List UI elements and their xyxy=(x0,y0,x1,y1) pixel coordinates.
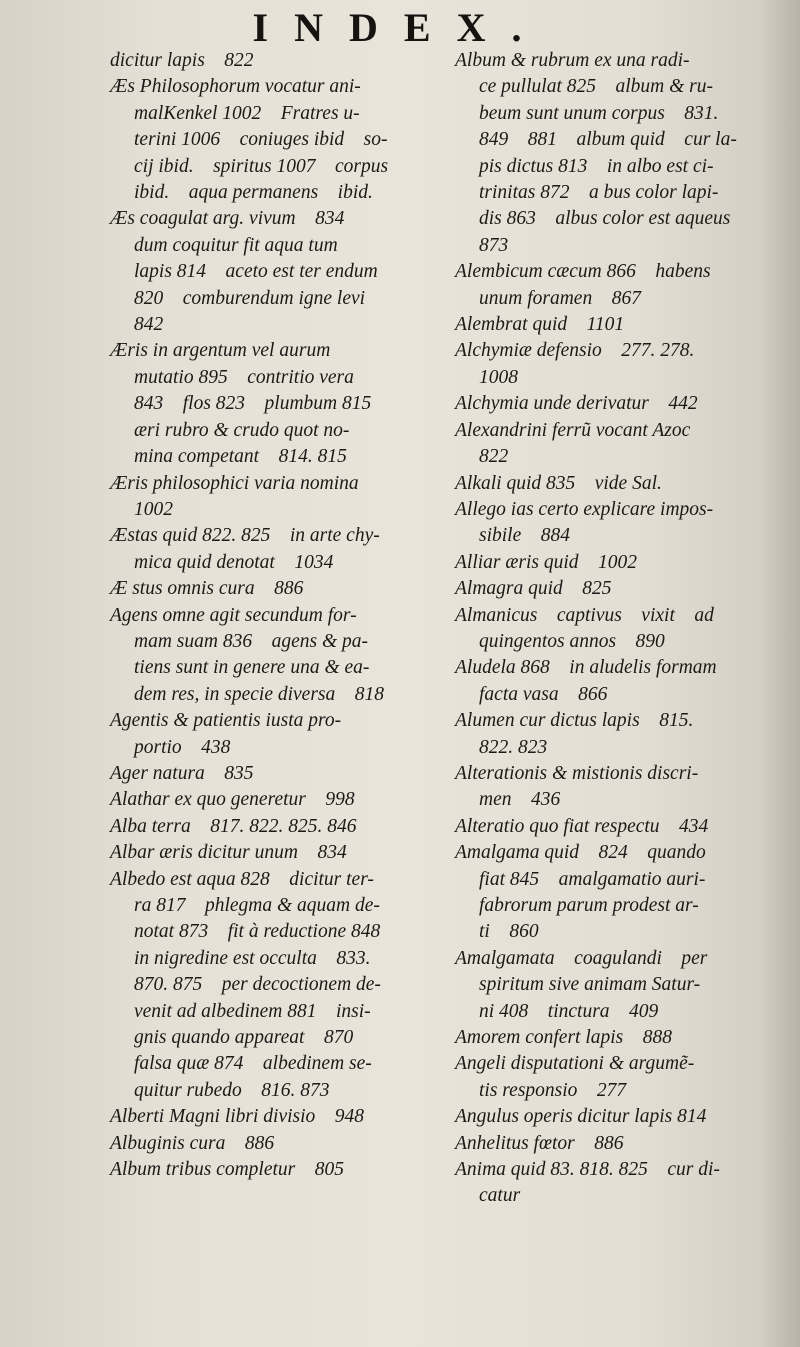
index-entry xyxy=(455,1025,790,1051)
index-entry xyxy=(455,946,790,1025)
index-entry xyxy=(110,708,430,761)
index-entry xyxy=(110,603,430,709)
index-column-right xyxy=(455,48,790,1210)
index-entry-line: Æris in argentum vel aurum xyxy=(110,340,331,362)
index-entry xyxy=(455,761,790,814)
index-entry xyxy=(455,497,790,550)
index-entry-line: quingentos annos 890 xyxy=(479,630,665,652)
index-entry-line: Aludela 868 in aludelis formam xyxy=(455,657,717,679)
index-entry-line: Æs Philosophorum vocatur ani- xyxy=(110,76,361,98)
index-entry-line: Agens omne agit secundum for- xyxy=(110,604,357,626)
index-entry xyxy=(110,471,430,524)
index-entry-line: dis 863 albus color est aqueus xyxy=(479,208,731,230)
index-entry xyxy=(455,840,790,946)
index-entry-line: tiens sunt in genere una & ea- xyxy=(134,657,370,679)
index-entry-line: 1008 xyxy=(479,366,518,388)
index-entry xyxy=(455,338,790,391)
index-entry-line: Alchymiæ defensio 277. 278. xyxy=(455,340,695,362)
index-entry-line: terini 1006 coniuges ibid so- xyxy=(134,129,388,151)
index-entry-line: 870. 875 per decoctionem de- xyxy=(134,974,381,996)
index-entry-line: Ager natura 835 xyxy=(110,762,254,784)
index-entry xyxy=(110,576,430,602)
index-column-left xyxy=(110,48,430,1183)
index-entry-line: Almanicus captivus vixit ad xyxy=(455,604,714,626)
index-entry xyxy=(455,259,790,312)
index-entry xyxy=(455,814,790,840)
index-entry xyxy=(455,1104,790,1130)
index-entry-line: Agentis & patientis iusta pro- xyxy=(110,710,342,732)
index-entry-line: Anhelitus fœtor 886 xyxy=(455,1132,624,1154)
index-entry-line: 873 xyxy=(479,234,509,256)
index-entry xyxy=(455,418,790,471)
index-entry-line: Alchymia unde derivatur 442 xyxy=(455,393,698,415)
index-entry-line: Almagra quid 825 xyxy=(455,578,612,600)
index-entry-line: Amorem confert lapis 888 xyxy=(455,1027,673,1049)
index-entry xyxy=(455,312,790,338)
index-entry-line: Alembrat quid 1101 xyxy=(455,314,625,336)
index-entry-line: Æstas quid 822. 825 in arte chy- xyxy=(110,525,380,547)
index-entry-line: fabrorum parum prodest ar- xyxy=(479,895,699,916)
index-entry-line: Alliar æris quid 1002 xyxy=(455,551,638,573)
index-entry-line: æri rubro & crudo quot no- xyxy=(134,419,350,441)
index-entry-line: mica quid denotat 1034 xyxy=(134,551,334,573)
index-entry xyxy=(110,840,430,866)
index-entry xyxy=(455,603,790,656)
index-entry-line: notat 873 fit à reductione 848 xyxy=(134,921,381,943)
index-entry-line: mam suam 836 agens & pa- xyxy=(134,630,368,652)
index-entry-line: spiritum sive animam Satur- xyxy=(479,974,701,996)
index-entry-line: in nigredine est occulta 833. xyxy=(134,947,371,969)
index-entry-line: dicitur lapis 822 xyxy=(110,50,254,71)
index-entry-line: 822. 823 xyxy=(479,736,548,758)
index-entry-line: unum foramen 867 xyxy=(479,287,641,309)
index-entry-line: sibile 884 xyxy=(479,525,570,547)
index-entry xyxy=(455,550,790,576)
index-entry-line: ibid. aqua permanens ibid. xyxy=(134,182,373,204)
index-entry-line: ti 860 xyxy=(479,921,539,943)
index-entry-line: ni 408 tinctura 409 xyxy=(479,1000,659,1022)
index-entry-line: Angulus operis dicitur lapis 814 xyxy=(455,1106,707,1128)
index-entry-line: 842 xyxy=(134,314,164,336)
index-entry xyxy=(110,1104,430,1130)
index-entry xyxy=(455,655,790,708)
index-entry xyxy=(455,1157,790,1210)
index-entry-line: lapis 814 aceto est ter endum xyxy=(134,261,378,283)
index-entry-line: tis responsio 277 xyxy=(479,1079,627,1101)
index-entry-line: Album & rubrum ex una radi- xyxy=(455,50,690,71)
index-entry-line: Æ stus omnis cura 886 xyxy=(110,578,304,600)
index-entry-line: men 436 xyxy=(479,789,561,811)
index-entry-line: Alkali quid 835 vide Sal. xyxy=(455,472,662,494)
index-entry-line: portio 438 xyxy=(134,736,231,758)
index-entry-line: 849 881 album quid cur la- xyxy=(479,129,737,151)
index-entry-line: Album tribus completur 805 xyxy=(110,1159,344,1181)
index-entry-line: ce pullulat 825 album & ru- xyxy=(479,76,713,98)
index-entry-line: fiat 845 amalgamatio auri- xyxy=(479,868,706,890)
index-entry-line: mutatio 895 contritio vera xyxy=(134,366,354,388)
index-entry-line: facta vasa 866 xyxy=(479,683,608,705)
index-entry-line: pis dictus 813 in albo est ci- xyxy=(479,155,714,177)
index-entry-line: Alathar ex quo generetur 998 xyxy=(110,789,355,811)
index-entry xyxy=(110,206,430,338)
index-entry xyxy=(455,708,790,761)
index-entry-line: Alumen cur dictus lapis 815. xyxy=(455,710,694,732)
index-entry xyxy=(110,867,430,1105)
page-header: INDEX. xyxy=(252,5,548,50)
index-entry xyxy=(110,523,430,576)
index-entry xyxy=(110,1157,430,1183)
index-entry-line: Æris philosophici varia nomina xyxy=(110,472,359,494)
index-entry-line: catur xyxy=(479,1185,521,1207)
index-entry-line: Albedo est aqua 828 dicitur ter- xyxy=(110,868,374,890)
index-entry-line: venit ad albedinem 881 insi- xyxy=(134,1000,371,1022)
index-entry-line: 822 xyxy=(479,446,509,468)
index-entry xyxy=(110,338,430,470)
index-entry xyxy=(455,1131,790,1157)
index-entry-line: dem res, in specie diversa 818 xyxy=(134,683,385,705)
index-entry xyxy=(110,48,430,74)
index-entry-line: mina competant 814. 815 xyxy=(134,446,347,468)
index-entry xyxy=(455,391,790,417)
index-entry-line: Alembicum cæcum 866 habens xyxy=(455,261,711,283)
index-entry-line: gnis quando appareat 870 xyxy=(134,1027,354,1049)
index-entry-line: Anima quid 83. 818. 825 cur di- xyxy=(455,1159,720,1181)
index-entry-line: Alterationis & mistionis discri- xyxy=(455,762,699,784)
index-entry xyxy=(455,1051,790,1104)
index-entry-line: falsa quæ 874 albedinem se- xyxy=(134,1053,372,1075)
index-entry xyxy=(110,761,430,787)
index-entry-line: quitur rubedo 816. 873 xyxy=(134,1079,330,1101)
index-entry-line: trinitas 872 a bus color lapi- xyxy=(479,182,719,204)
index-entry xyxy=(455,48,790,259)
index-entry-line: Æs coagulat arg. vivum 834 xyxy=(110,208,345,230)
index-entry-line: 1002 xyxy=(134,498,173,520)
index-entry-line: 820 comburendum igne levi xyxy=(134,287,366,309)
index-entry xyxy=(110,74,430,206)
index-entry-line: Albar æris dicitur unum 834 xyxy=(110,842,347,864)
index-entry xyxy=(110,814,430,840)
index-entry-line: Allego ias certo explicare impos- xyxy=(455,498,714,520)
index-entry-line: Angeli disputationi & argumẽ- xyxy=(455,1053,695,1075)
index-entry-line: Alberti Magni libri divisio 948 xyxy=(110,1106,365,1128)
index-entry-line: cij ibid. spiritus 1007 corpus xyxy=(134,155,389,177)
index-entry xyxy=(455,576,790,602)
index-entry xyxy=(110,1131,430,1157)
index-entry-line: Amalgama quid 824 quando xyxy=(455,842,706,864)
index-entry xyxy=(110,787,430,813)
index-entry-line: Albuginis cura 886 xyxy=(110,1132,275,1154)
index-entry-line: Alba terra 817. 822. 825. 846 xyxy=(110,815,357,837)
index-entry-line: ra 817 phlegma & aquam de- xyxy=(134,895,380,916)
index-entry-line: malKenkel 1002 Fratres u- xyxy=(134,102,360,124)
index-entry xyxy=(455,471,790,497)
index-entry-line: dum coquitur fit aqua tum xyxy=(134,234,338,256)
index-entry-line: Alexandrini ferrũ vocant Azoc xyxy=(455,419,691,441)
page-edge-shadow xyxy=(760,0,800,1347)
index-entry-line: Alteratio quo fiat respectu 434 xyxy=(455,815,709,837)
index-entry-line: beum sunt unum corpus 831. xyxy=(479,102,719,124)
index-entry-line: 843 flos 823 plumbum 815 xyxy=(134,393,372,415)
index-entry-line: Amalgamata coagulandi per xyxy=(455,947,708,969)
